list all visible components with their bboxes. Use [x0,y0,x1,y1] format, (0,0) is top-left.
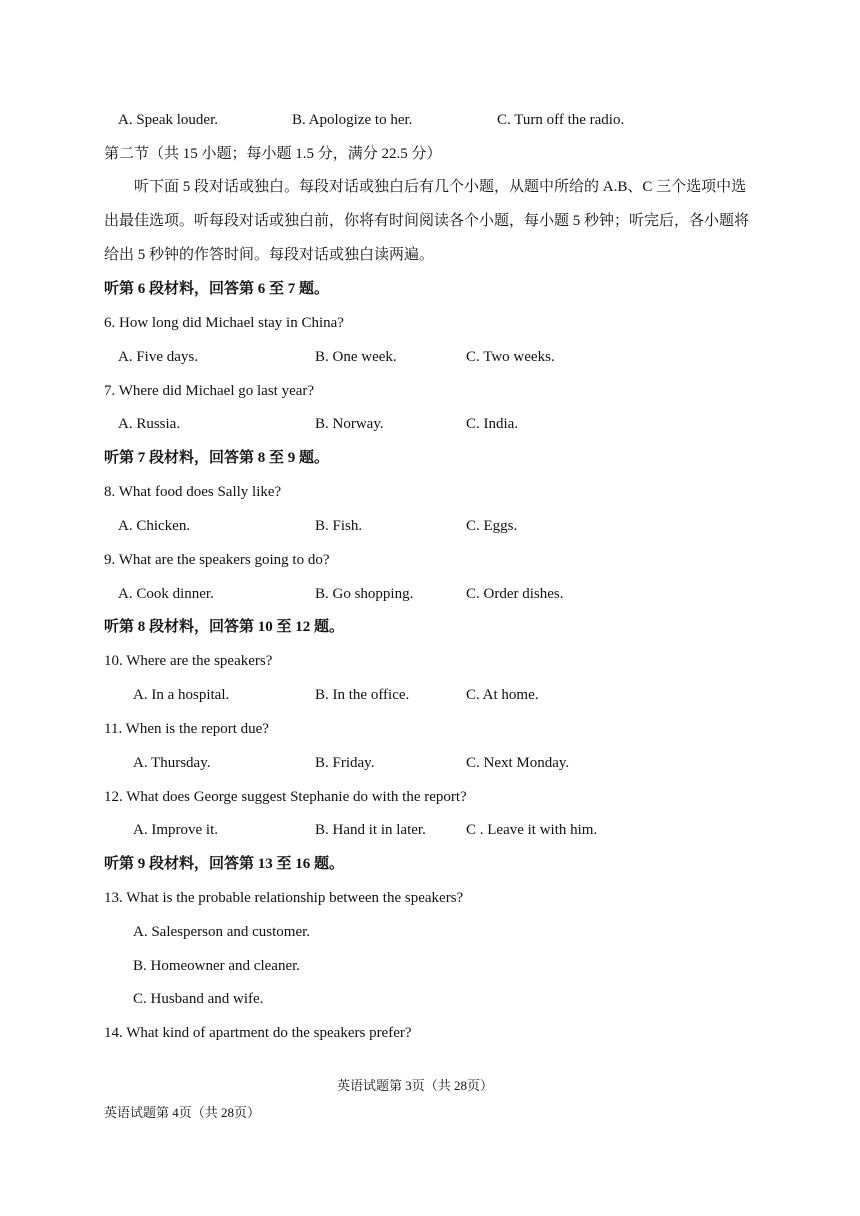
option-c: C. Next Monday. [466,755,570,771]
option-b: B. Homeowner and cleaner. [133,958,301,974]
group-title: 听第 9 段材料，回答第 13 至 16 题。 [104,856,345,872]
option-a: A. Five days. [118,349,198,365]
group-title: 听第 8 段材料，回答第 10 至 12 题。 [104,619,345,635]
option-b: B. In the office. [315,687,410,703]
question-stem: 6. How long did Michael stay in China? [104,315,344,331]
option-a: A. Russia. [118,416,181,432]
option-c: C. At home. [466,687,539,703]
option-a: A. Cook dinner. [118,586,214,602]
option-a: A. Improve it. [133,822,218,838]
question-stem: 7. Where did Michael go last year? [104,383,315,399]
option-c: C. Husband and wife. [133,991,264,1007]
page-footer-4: 英语试题第 4页（共 28页） [104,1105,261,1120]
question-stem: 14. What kind of apartment do the speakers prefer? [104,1025,412,1041]
option-b: B. Go shopping. [315,586,414,602]
option-c: C. Eggs. [466,518,518,534]
option-b: B. One week. [315,349,397,365]
question-stem: 11. When is the report due? [104,721,269,737]
question-stem: 10. Where are the speakers? [104,653,273,669]
question-stem: 13. What is the probable relationship between the speakers? [104,890,464,906]
page-footer-3: 英语试题第 3页（共 28页） [337,1078,494,1093]
option-a: A. Chicken. [118,518,191,534]
option-b: B. Norway. [315,416,384,432]
option-c: C. India. [466,416,519,432]
option-a: A. Thursday. [133,755,211,771]
option-c: C. Two weeks. [466,349,555,365]
option-b: B. Hand it in later. [315,822,426,838]
option-a: A. Salesperson and customer. [133,924,311,940]
option-c: C. Order dishes. [466,586,564,602]
question-stem: 9. What are the speakers going to do? [104,552,330,568]
option-c: C . Leave it with him. [466,822,598,838]
section-heading: 第二节（共 15 小题；每小题 1.5 分，满分 22.5 分） [104,146,442,162]
group-title: 听第 6 段材料，回答第 6 至 7 题。 [104,281,330,297]
q5-option-a: A. Speak louder. [118,112,218,128]
question-stem: 8. What food does Sally like? [104,484,282,500]
section-instructions: 听下面 5 段对话或独白。每段对话或独白后有几个小题，从题中所给的 A.B、C 三个选项中选出最佳选项。听每段对话或独白前，你将有时间阅读各个小题，每小题 5 秒钟；听完后，各小题将给出 5 秒钟的作答时间。每段对话或独白读两遍。 [104,179,750,263]
q5-option-c: C. Turn off the radio. [497,112,625,128]
option-b: B. Friday. [315,755,375,771]
option-b: B. Fish. [315,518,363,534]
option-a: A. In a hospital. [133,687,230,703]
q5-option-b: B. Apologize to her. [292,112,413,128]
group-title: 听第 7 段材料，回答第 8 至 9 题。 [104,450,330,466]
question-stem: 12. What does George suggest Stephanie do with the report? [104,789,467,805]
